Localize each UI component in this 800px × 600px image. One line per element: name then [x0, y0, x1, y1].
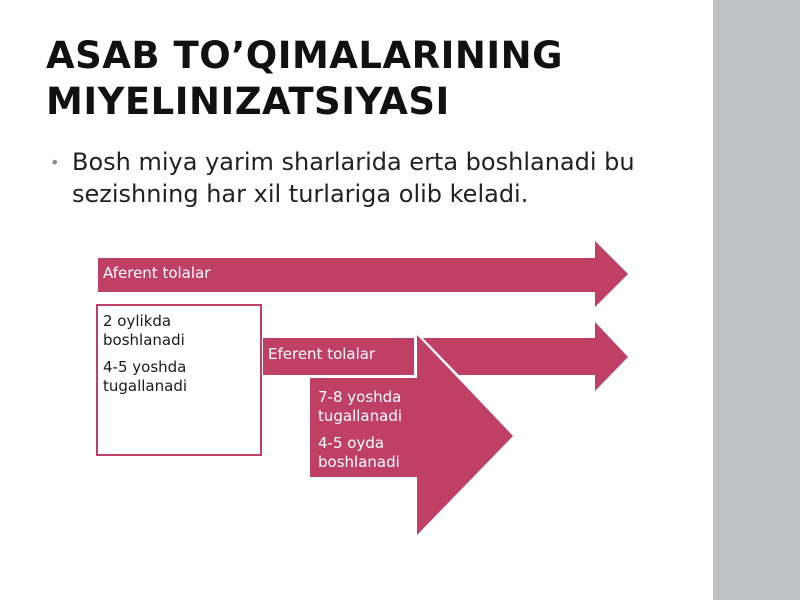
aferent-info-text	[103, 312, 253, 404]
slide-title: ASAB TO’QIMALARINING MIYELINIZATSIYASI	[46, 34, 563, 123]
bullet-text: Bosh miya yarim sharlarida erta boshlanadi bu sezishning har xil turlariga olib keladi.	[72, 148, 635, 208]
eferent-end-text: 7-8 yoshda tugallanadi	[318, 388, 403, 425]
aferent-start-text: 2 oylikda boshlanadi	[103, 312, 185, 349]
aferent-label: Aferent tolalar	[103, 264, 211, 282]
slide-side-panel	[713, 0, 800, 600]
aferent-end-text: 4-5 yoshda tugallanadi	[103, 358, 188, 395]
eferent-start-text: 4-5 oyda boshlanadi	[318, 434, 400, 471]
bullet-icon: •	[50, 153, 60, 172]
eferent-label: Eferent tolalar	[268, 345, 376, 363]
eferent-info-text	[318, 388, 428, 480]
